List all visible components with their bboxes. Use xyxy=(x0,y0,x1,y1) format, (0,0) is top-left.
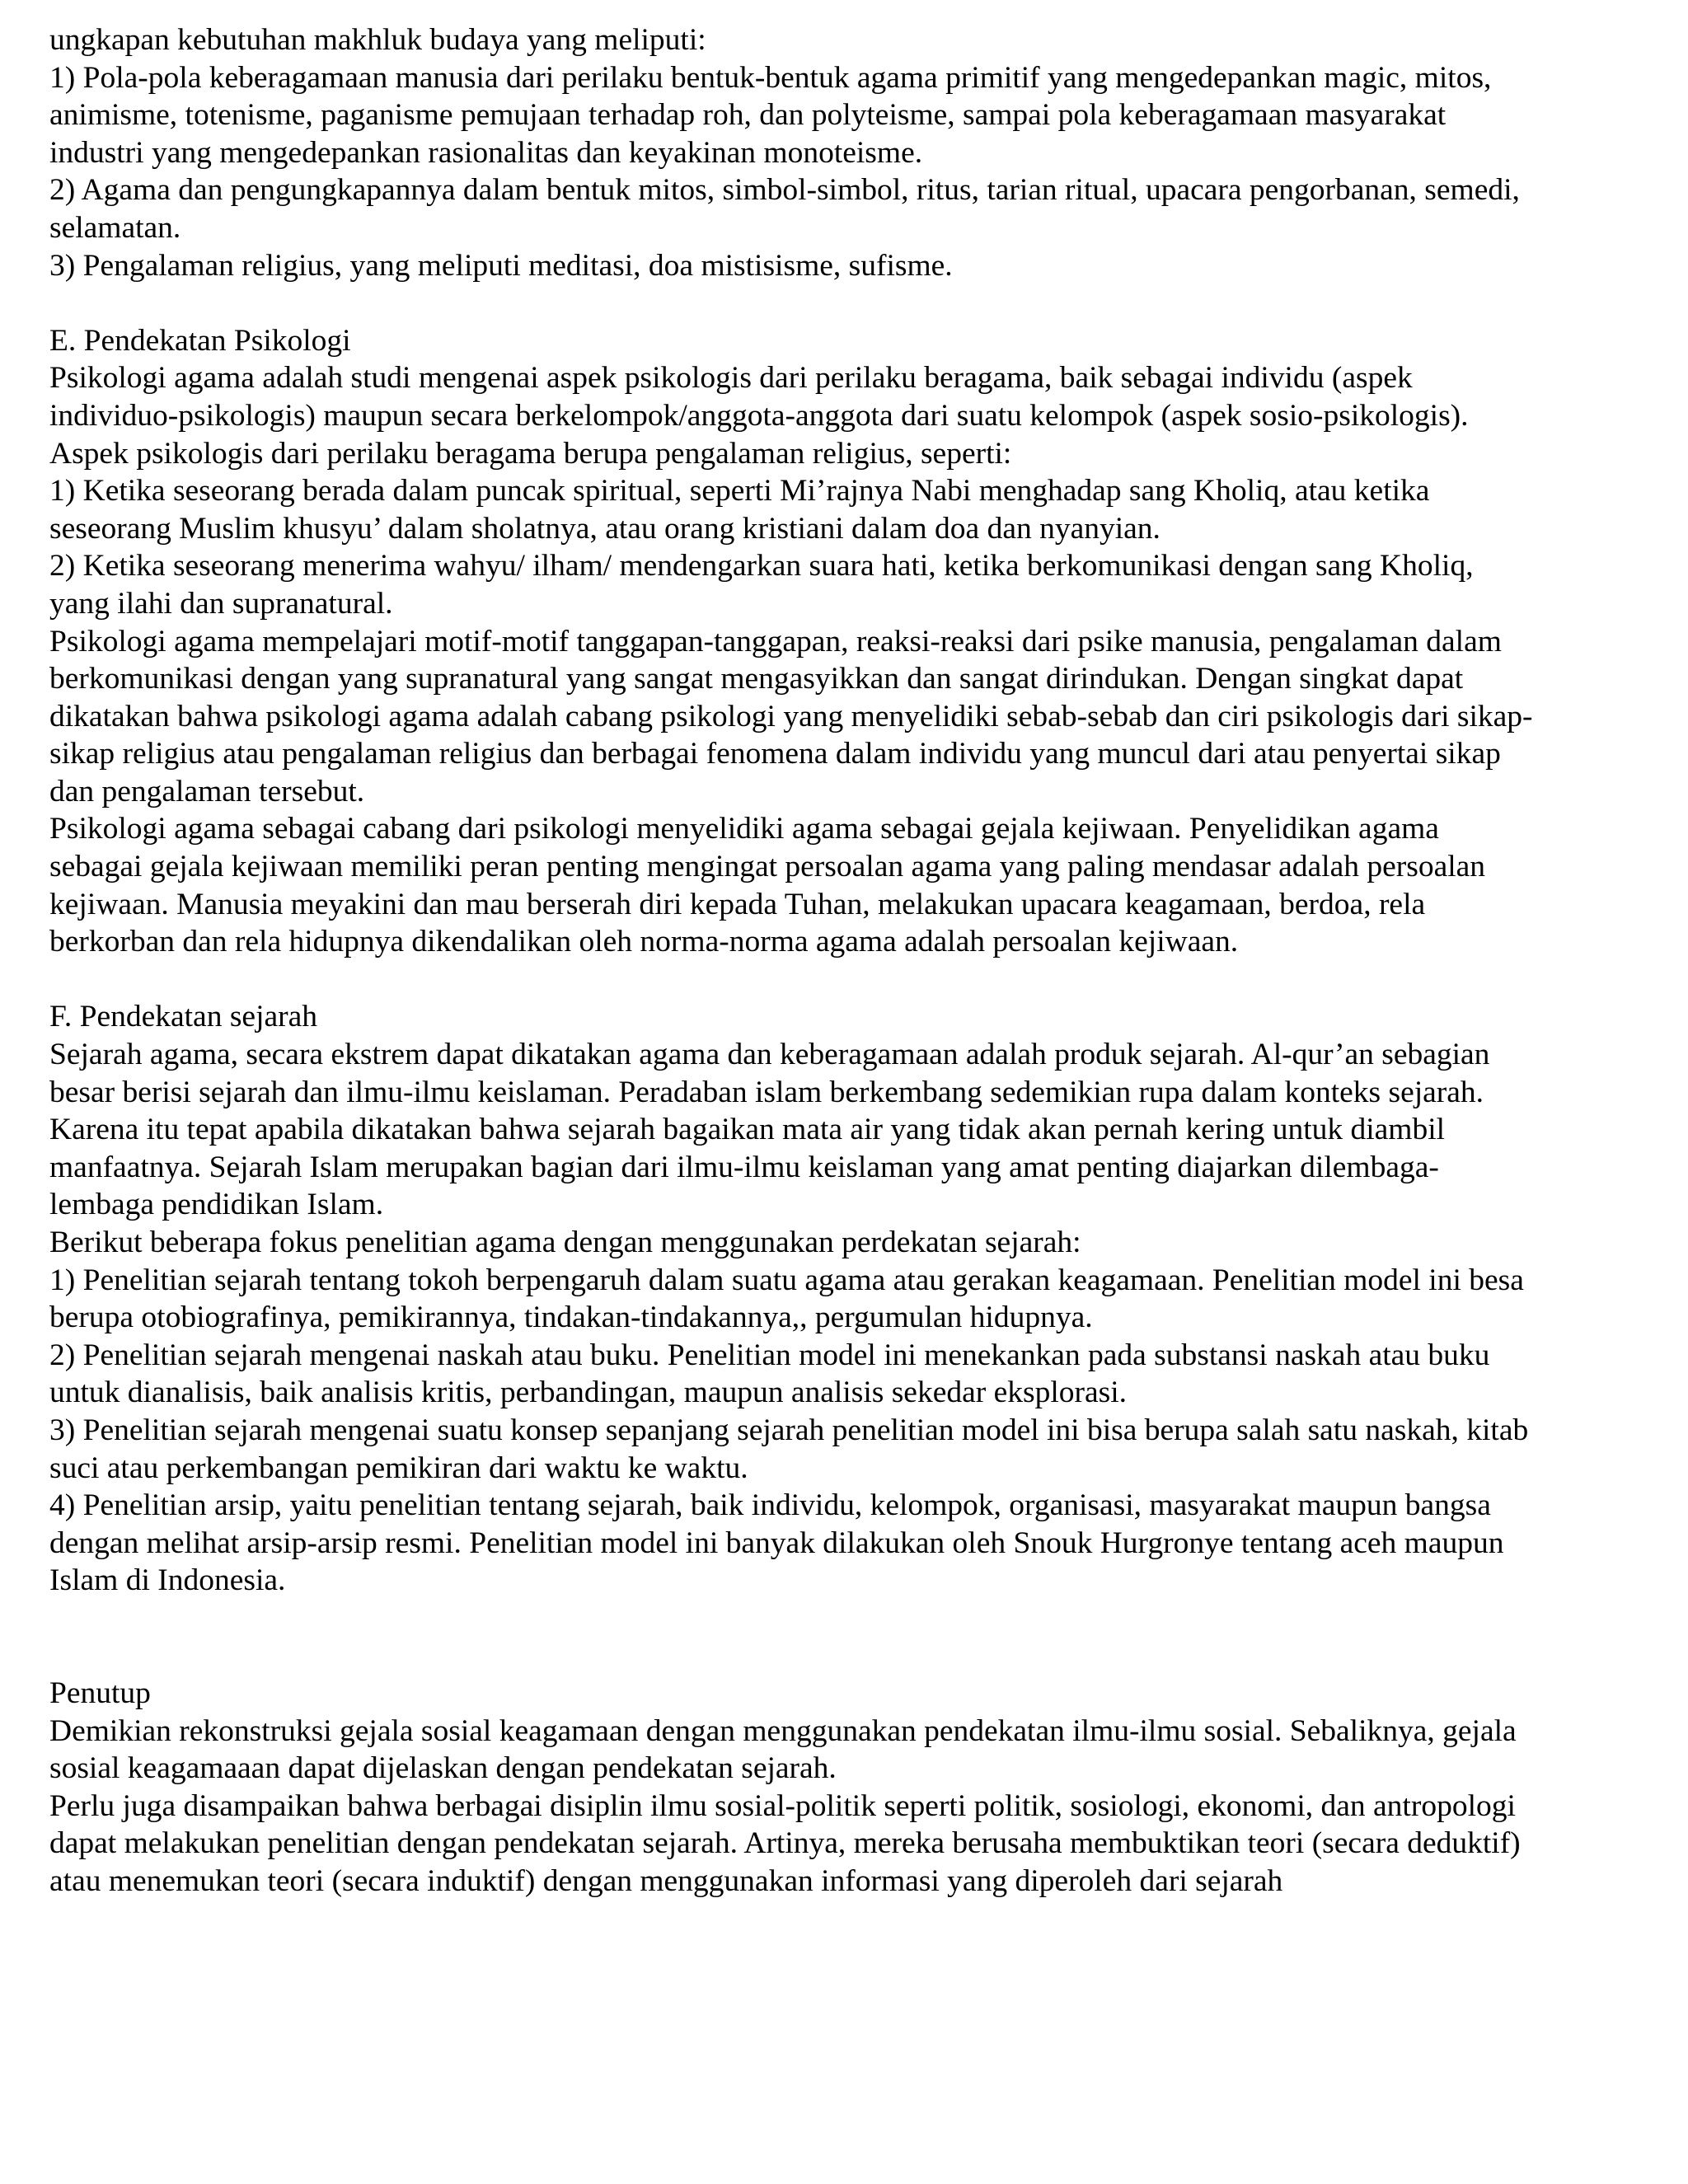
text-line: selamatan. xyxy=(49,210,181,245)
text-line: yang ilahi dan supranatural. xyxy=(49,586,393,621)
document-page xyxy=(49,21,1648,1900)
text-line: lembaga pendidikan Islam. xyxy=(49,1188,384,1222)
text-line: untuk dianalisis, baik analisis kritis, perbandingan, maupun analisis sekedar eksplorasi. xyxy=(49,1376,1128,1410)
text-line: Psikologi agama adalah studi mengenai aspek psikologis dari perilaku beragama, baik sebagai individu (aspek xyxy=(49,361,1413,396)
text-line: 2) Agama dan pengungkapannya dalam bentuk mitos, simbol-simbol, ritus, tarian ritual, upacara pengorbanan, semedi, xyxy=(49,173,1520,208)
text-line: berupa otobiografinya, pemikirannya, tindakan-tindakannya,, pergumulan hidupnya. xyxy=(49,1301,1093,1335)
text-line: seseorang Muslim khusyu’ dalam sholatnya, atau orang kristiani dalam doa dan nyanyian. xyxy=(49,511,1160,546)
text-line: dan pengalaman tersebut. xyxy=(49,774,365,808)
text-line: 1) Ketika seseorang berada dalam puncak spiritual, seperti Mi’rajnya Nabi menghadap sang Kholiq, atau ketika xyxy=(49,474,1430,509)
section-penutup xyxy=(49,1675,1648,1900)
paragraph-spacer xyxy=(49,1600,1648,1675)
text-line: ungkapan kebutuhan makhluk budaya yang meliputi: xyxy=(49,23,706,57)
text-line: 1) Penelitian sejarah tentang tokoh berpengaruh dalam suatu agama atau gerakan keagamaan. Penelitian model ini besa xyxy=(49,1263,1524,1297)
text-line: 3) Pengalaman religius, yang meliputi meditasi, doa mistisisme, sufisme. xyxy=(49,248,953,283)
text-line: berkomunikasi dengan yang supranatural yang sangat mengasyikkan dan sangat dirindukan. Dengan singkat dapat xyxy=(49,662,1464,696)
text-line: Islam di Indonesia. xyxy=(49,1563,286,1598)
text-line: Sejarah agama, secara ekstrem dapat dikatakan agama dan keberagamaan adalah produk sejarah. Al-qur’an sebagian xyxy=(49,1038,1490,1072)
text-line: 3) Penelitian sejarah mengenai suatu konsep sepanjang sejarah penelitian model ini bisa berupa salah satu naskah, kitab xyxy=(49,1413,1529,1447)
text-line: Perlu juga disampaikan bahwa berbagai disiplin ilmu sosial-politik seperti politik, sosiologi, ekonomi, dan antropologi xyxy=(49,1788,1516,1823)
text-line: Aspek psikologis dari perilaku beragama berupa pengalaman religius, seperti: xyxy=(49,436,1012,471)
intro-block xyxy=(49,21,1648,284)
text-line: dengan melihat arsip-arsip resmi. Penelitian model ini banyak dilakukan oleh Snouk Hurgronye tentang aceh maupun xyxy=(49,1526,1504,1560)
text-line: 2) Penelitian sejarah mengenai naskah atau buku. Penelitian model ini menekankan pada substansi naskah atau buku xyxy=(49,1338,1490,1372)
section-heading: F. Pendekatan sejarah xyxy=(49,1000,318,1034)
text-line: animisme, totenisme, paganisme pemujaan terhadap roh, dan polyteisme, sampai pola keberagamaan masyarakat xyxy=(49,98,1447,133)
text-line: 2) Ketika seseorang menerima wahyu/ ilham/ mendengarkan suara hati, ketika berkomunikasi dengan sang Kholiq, xyxy=(49,549,1474,583)
text-line: Demikian rekonstruksi gejala sosial keagamaan dengan menggunakan pendekatan ilmu-ilmu sosial. Sebaliknya, gejala xyxy=(49,1713,1517,1748)
section-sejarah xyxy=(49,998,1648,1600)
section-psikologi xyxy=(49,322,1648,961)
text-line: 1) Pola-pola keberagamaan manusia dari perilaku bentuk-bentuk agama primitif yang mengedepankan magic, mitos, xyxy=(49,60,1492,95)
text-line: sebagai gejala kejiwaan memiliki peran penting mengingat persoalan agama yang paling mendasar adalah persoalan xyxy=(49,850,1486,884)
text-line: manfaatnya. Sejarah Islam merupakan bagian dari ilmu-ilmu keislaman yang amat penting diajarkan dilembaga- xyxy=(49,1150,1439,1184)
text-line: Berikut beberapa fokus penelitian agama dengan menggunakan perdekatan sejarah: xyxy=(49,1226,1081,1259)
paragraph-spacer xyxy=(49,961,1648,999)
paragraph-spacer xyxy=(49,284,1648,322)
section-heading: Penutup xyxy=(49,1675,151,1710)
text-line: individuo-psikologis) maupun secara berkelompok/anggota-anggota dari suatu kelompok (aspek sosio-psikologis). xyxy=(49,398,1469,433)
text-line: Psikologi agama sebagai cabang dari psikologi menyelidiki agama sebagai gejala kejiwaan. Penyelidikan agama xyxy=(49,812,1439,846)
text-line: kejiwaan. Manusia meyakini dan mau berserah diri kepada Tuhan, melakukan upacara keagamaan, berdoa, rela xyxy=(49,887,1426,921)
text-line: dapat melakukan penelitian dengan pendekatan sejarah. Artinya, mereka berusaha membuktikan teori (secara deduktif) xyxy=(49,1826,1521,1861)
text-line: sikap religius atau pengalaman religius dan berbagai fenomena dalam individu yang muncul dari atau penyertai sikap xyxy=(49,737,1501,771)
text-line: atau menemukan teori (secara induktif) dengan menggunakan informasi yang diperoleh dari sejarah xyxy=(49,1863,1283,1898)
text-line: dikatakan bahwa psikologi agama adalah cabang psikologi yang menyelidiki sebab-sebab dan ciri psikologis dari sikap- xyxy=(49,699,1533,733)
text-line: industri yang mengedepankan rasionalitas dan keyakinan monoteisme. xyxy=(49,135,923,170)
text-line: Psikologi agama mempelajari motif-motif tanggapan-tanggapan, reaksi-reaksi dari psike manusia, pengalaman dalam xyxy=(49,624,1502,658)
text-line: Karena itu tepat apabila dikatakan bahwa sejarah bagaikan mata air yang tidak akan pernah kering untuk diambil xyxy=(49,1113,1446,1147)
text-line: 4) Penelitian arsip, yaitu penelitian tentang sejarah, baik individu, kelompok, organisasi, masyarakat maupun bangsa xyxy=(49,1488,1491,1523)
section-heading: E. Pendekatan Psikologi xyxy=(49,323,351,358)
text-line: suci atau perkembangan pemikiran dari waktu ke waktu. xyxy=(49,1451,748,1485)
text-line: berkorban dan rela hidupnya dikendalikan oleh norma-norma agama adalah persoalan kejiwaan. xyxy=(49,925,1239,959)
text-line: sosial keagamaaan dapat dijelaskan dengan pendekatan sejarah. xyxy=(49,1751,837,1786)
text-line: besar berisi sejarah dan ilmu-ilmu keislaman. Peradaban islam berkembang sedemikian rupa dalam konteks sejarah. xyxy=(49,1075,1484,1109)
